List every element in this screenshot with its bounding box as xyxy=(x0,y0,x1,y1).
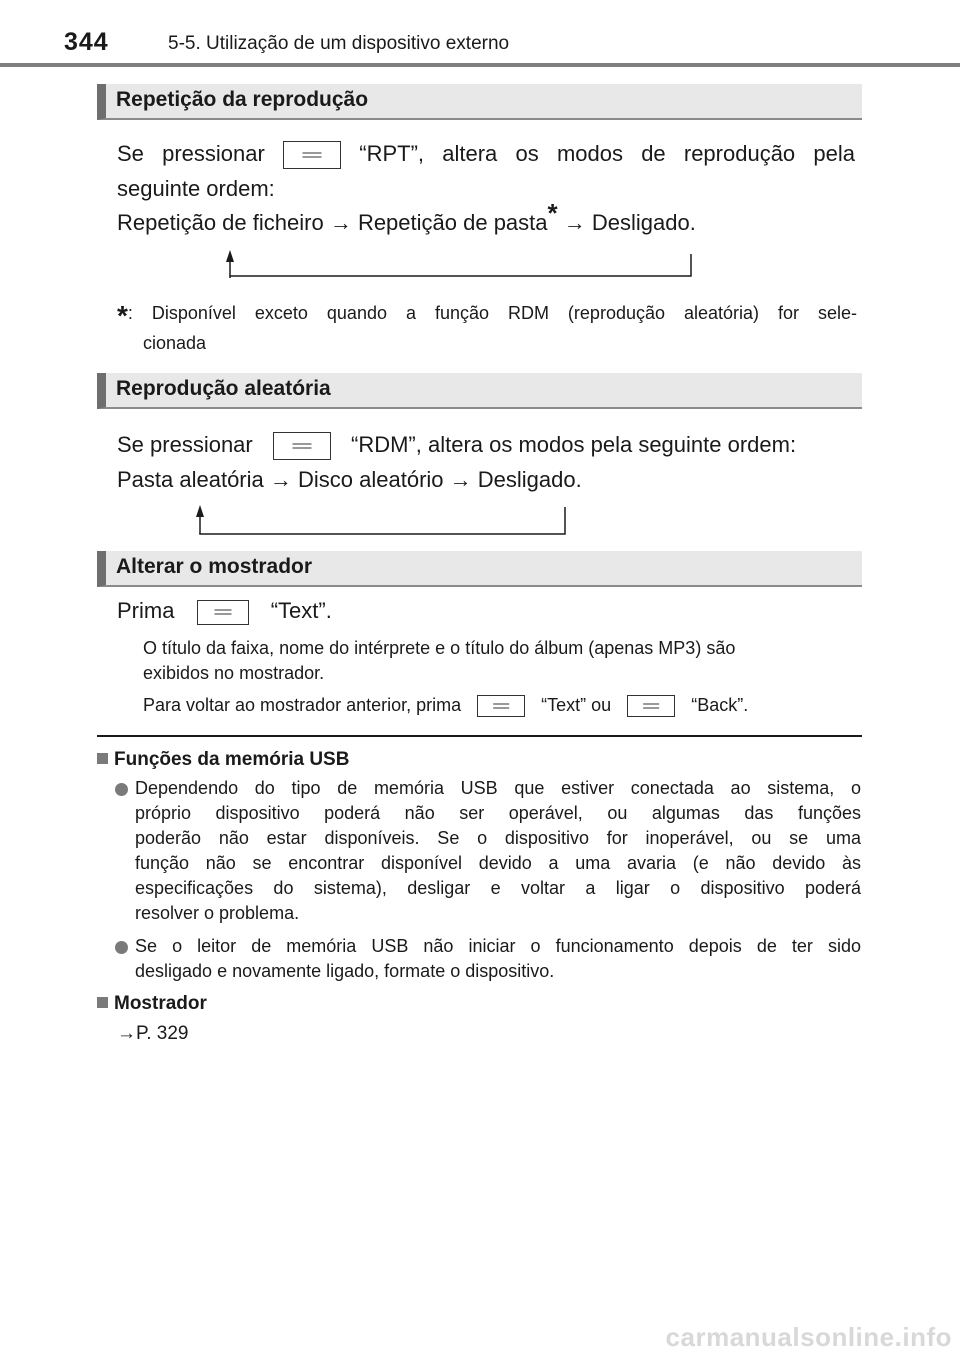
watermark: carmanualsonline.info xyxy=(665,1322,952,1352)
page-reference-link[interactable]: P. 329 xyxy=(136,1023,189,1044)
repeat-line1-post: “RPT”, altera os modos de reprodução pela xyxy=(359,141,855,166)
display-line1 xyxy=(117,594,332,628)
usb-bullet1-line: poderão não estar disponíveis. Se o dispositivo for inoperável, ou se uma xyxy=(135,828,861,848)
display-info1-line2: exibidos no mostrador. xyxy=(143,663,325,683)
usb-bullet1-line: próprio dispositivo poderá não ser operável, ou algumas das funções xyxy=(135,803,861,823)
display-reference[interactable] xyxy=(117,1023,188,1045)
display-info2-mid: “Text” ou xyxy=(541,695,612,715)
usb-bullet2-line: desligado e novamente ligado, formate o dispositivo. xyxy=(135,961,555,981)
display-line1-post: “Text”. xyxy=(270,598,332,623)
display-heading-text: Mostrador xyxy=(114,993,207,1014)
arrow-icon: → xyxy=(269,467,292,492)
section-title-random: Reprodução aleatória xyxy=(116,377,331,400)
repeat-mode-off: Desligado. xyxy=(591,210,696,235)
random-mode-disc: Disco aleatório xyxy=(298,467,444,492)
usb-bullet1-line: resolver o problema. xyxy=(135,903,300,923)
display-info2-pre: Para voltar ao mostrador anterior, prima xyxy=(143,695,462,715)
random-mode-folder: Pasta aleatória xyxy=(117,467,264,492)
usb-bullet2-line: Se o leitor de memória USB não iniciar o funcionamento depois de ter sido xyxy=(135,936,861,956)
random-line1-pre: Se pressionar xyxy=(117,432,253,457)
repeat-mode-file: Repetição de ficheiro xyxy=(117,210,324,235)
text-button-icon xyxy=(197,600,249,625)
display-heading xyxy=(97,993,207,1015)
rdm-button-icon xyxy=(273,432,331,460)
footnote-cont: cionada xyxy=(143,333,207,353)
display-info2-post: “Back”. xyxy=(691,695,749,715)
usb-bullet2 xyxy=(135,934,861,984)
section-title-display: Alterar o mostrador xyxy=(116,555,313,578)
cycle-return-arrow xyxy=(170,503,580,543)
arrow-icon: → xyxy=(563,210,586,235)
square-bullet-icon xyxy=(97,753,108,764)
random-order xyxy=(117,463,582,497)
usb-bullet1 xyxy=(135,776,861,926)
repeat-line1-pre: Se pressionar xyxy=(117,141,265,166)
repeat-mode-folder: Repetição de pasta xyxy=(357,210,548,235)
random-line1-post: “RDM”, altera os modos pela seguinte ordem: xyxy=(351,432,797,457)
arrow-icon: → xyxy=(117,1023,136,1044)
display-info1-line1: O título da faixa, nome do intérprete e o título do álbum (apenas MP3) são xyxy=(143,638,736,658)
back-button-icon xyxy=(627,695,675,717)
footnote xyxy=(117,300,857,329)
square-bullet-icon xyxy=(97,997,108,1008)
usb-bullet1-line: Dependendo do tipo de memória USB que estiver conectada ao sistema, o xyxy=(135,778,861,798)
notes-divider xyxy=(97,735,862,737)
random-line1 xyxy=(117,428,796,462)
round-bullet-icon xyxy=(115,941,128,954)
repeat-line2: seguinte ordem: xyxy=(117,176,275,201)
cycle-return-arrow xyxy=(200,248,720,288)
text-button-icon xyxy=(477,695,525,717)
repeat-order xyxy=(117,198,696,240)
asterisk-mark: * xyxy=(547,198,558,228)
display-info2 xyxy=(143,693,748,717)
repeat-line1 xyxy=(117,137,855,171)
page-number: 344 xyxy=(64,28,109,56)
usb-bullet1-line: função não se encontrar disponível devido a uma avaria (e não devido às xyxy=(135,853,861,873)
usb-bullet1-line: especificações do sistema), desligar e voltar a ligar o dispositivo poderá xyxy=(135,878,861,898)
random-mode-off: Desligado. xyxy=(477,467,582,492)
arrow-icon: → xyxy=(329,210,352,235)
rpt-button-icon xyxy=(283,141,341,169)
footnote-mark: * xyxy=(117,300,128,331)
footnote-text: : Disponível exceto quando a função RDM (reprodução aleatória) for sele- xyxy=(127,303,857,323)
chapter-title: 5-5. Utilização de um dispositivo externo xyxy=(168,33,510,54)
display-line1-pre: Prima xyxy=(117,598,175,623)
usb-heading-text: Funções da memória USB xyxy=(114,749,350,770)
usb-heading xyxy=(97,749,349,771)
round-bullet-icon xyxy=(115,783,128,796)
arrow-icon: → xyxy=(449,467,472,492)
section-title-repeat: Repetição da reprodução xyxy=(116,88,369,111)
header-rule xyxy=(0,63,960,67)
